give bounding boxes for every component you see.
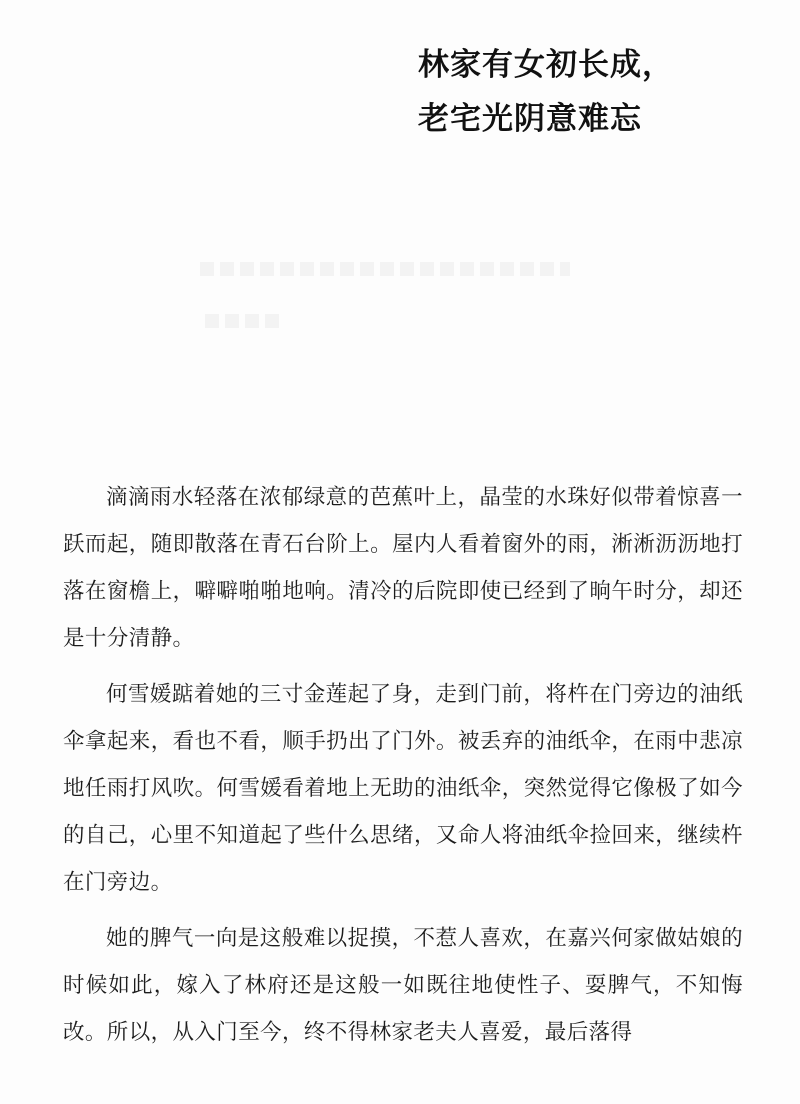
chapter-title-line-1: 林家有女初长成， [418,47,674,83]
body-text [63,474,743,1065]
chapter-title [418,38,718,146]
chapter-title-line-2: 老宅光阴意难忘 [418,101,642,137]
bleed-through-text [200,262,570,276]
bleed-through-text [205,314,285,328]
paragraph-2: 何雪媛踮着她的三寸金莲起了身，走到门前，将杵在门旁边的油纸伞拿起来，看也不看，顺手扔出了门外。被丢弃的油纸伞，在雨中悲凉地任雨打风吹。何雪媛看着地上无助的油纸伞，突然觉得它像极了如今的自己，心里不知道起了些什么思绪，又命人将油纸伞捡回来，继续杵在门旁边。 [63,682,743,895]
paragraph-1: 滴滴雨水轻落在浓郁绿意的芭蕉叶上，晶莹的水珠好似带着惊喜一跃而起，随即散落在青石台阶上。屋内人看着窗外的雨，淅淅沥沥地打落在窗檐上，噼噼啪啪地响。清冷的后院即使已经到了晌午时分，却还是十分清静。 [63,485,743,651]
paragraph-3: 她的脾气一向是这般难以捉摸，不惹人喜欢，在嘉兴何家做姑娘的时候如此，嫁入了林府还是这般一如既往地使性子、耍脾气，不知悔改。所以，从入门至今，终不得林家老夫人喜爱，最后落得 [63,926,743,1045]
